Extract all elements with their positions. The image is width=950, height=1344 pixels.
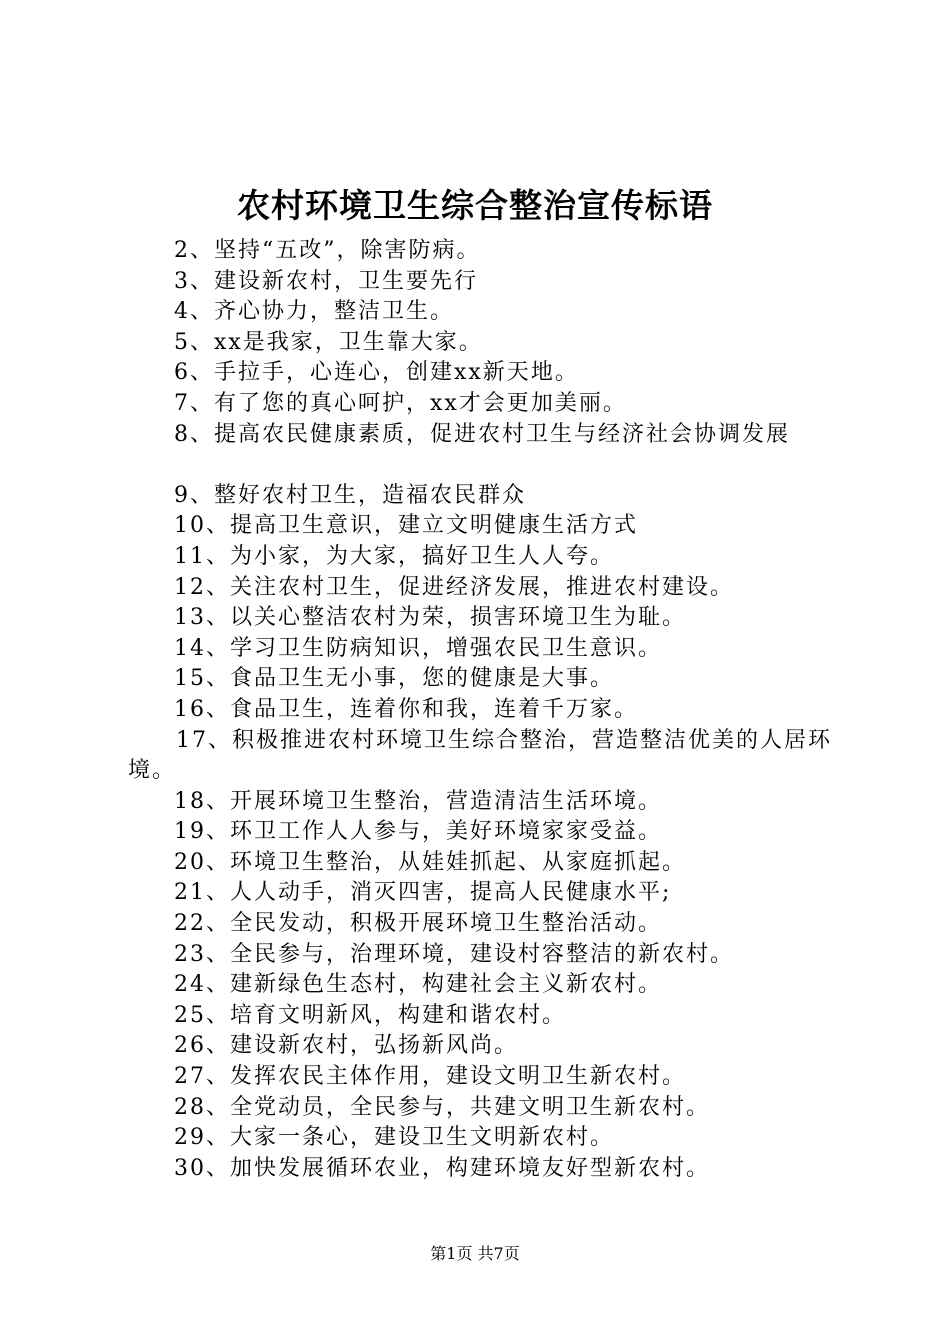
slogan-line: 7、有了您的真心呵护，xx才会更加美丽。 bbox=[174, 390, 627, 416]
slogan-line: 27、发挥农民主体作用，建设文明卫生新农村。 bbox=[174, 1064, 686, 1090]
slogan-line: 8、提高农民健康素质，促进农村卫生与经济社会协调发展 bbox=[174, 421, 790, 447]
slogan-line: 14、学习卫生防病知识，增强农民卫生意识。 bbox=[174, 635, 662, 661]
slogan-line: 30、加快发展循环农业，构建环境友好型新农村。 bbox=[174, 1155, 710, 1181]
slogan-line: 11、为小家，为大家，搞好卫生人人夸。 bbox=[174, 543, 614, 569]
slogan-line: 2、坚持“五改”，除害防病。 bbox=[174, 238, 481, 263]
slogan-line: 15、食品卫生无小事，您的健康是大事。 bbox=[174, 666, 614, 692]
page-number: 第1页 共7页 bbox=[430, 1244, 520, 1263]
slogan-line: 16、食品卫生，连着你和我，连着千万家。 bbox=[174, 696, 638, 722]
slogan-line: 20、环境卫生整治，从娃娃抓起、从家庭抓起。 bbox=[174, 849, 686, 875]
slogan-line: 13、以关心整洁农村为荣，损害环境卫生为耻。 bbox=[174, 605, 686, 631]
slogan-line: 21、人人动手，消灭四害，提高人民健康水平; bbox=[174, 880, 672, 906]
document-title: 农村环境卫生综合整治宣传标语 bbox=[237, 186, 713, 225]
slogan-line: 23、全民参与，治理环境，建设村容整洁的新农村。 bbox=[174, 941, 734, 967]
slogan-line: 4、齐心协力，整洁卫生。 bbox=[174, 299, 454, 325]
slogan-line: 3、建设新农村，卫生要先行 bbox=[174, 268, 478, 294]
slogan-line: 26、建设新农村，弘扬新风尚。 bbox=[174, 1033, 518, 1059]
slogan-line: 19、环卫工作人人参与，美好环境家家受益。 bbox=[174, 819, 662, 845]
slogan-line: 24、建新绿色生态村，构建社会主义新农村。 bbox=[174, 972, 662, 998]
slogan-line: 29、大家一条心，建设卫生文明新农村。 bbox=[174, 1125, 614, 1151]
slogan-line: 10、提高卫生意识，建立文明健康生活方式 bbox=[174, 513, 638, 539]
slogan-line: 17、积极推进农村环境卫生综合整治，营造整洁优美的人居环境。 bbox=[128, 727, 832, 784]
slogan-line: 25、培育文明新风，构建和谐农村。 bbox=[174, 1002, 566, 1028]
slogan-line: 5、xx是我家，卫生靠大家。 bbox=[174, 329, 483, 355]
slogan-line: 22、全民发动，积极开展环境卫生整治活动。 bbox=[174, 911, 662, 937]
slogan-line: 9、整好农村卫生，造福农民群众 bbox=[174, 482, 526, 508]
slogan-line: 18、开展环境卫生整治，营造清洁生活环境。 bbox=[174, 788, 662, 814]
slogan-line: 12、关注农村卫生，促进经济发展，推进农村建设。 bbox=[174, 574, 734, 600]
slogan-line: 28、全党动员，全民参与，共建文明卫生新农村。 bbox=[174, 1094, 710, 1120]
slogan-list bbox=[128, 236, 848, 1184]
slogan-line: 6、手拉手，心连心，创建xx新天地。 bbox=[174, 360, 579, 386]
